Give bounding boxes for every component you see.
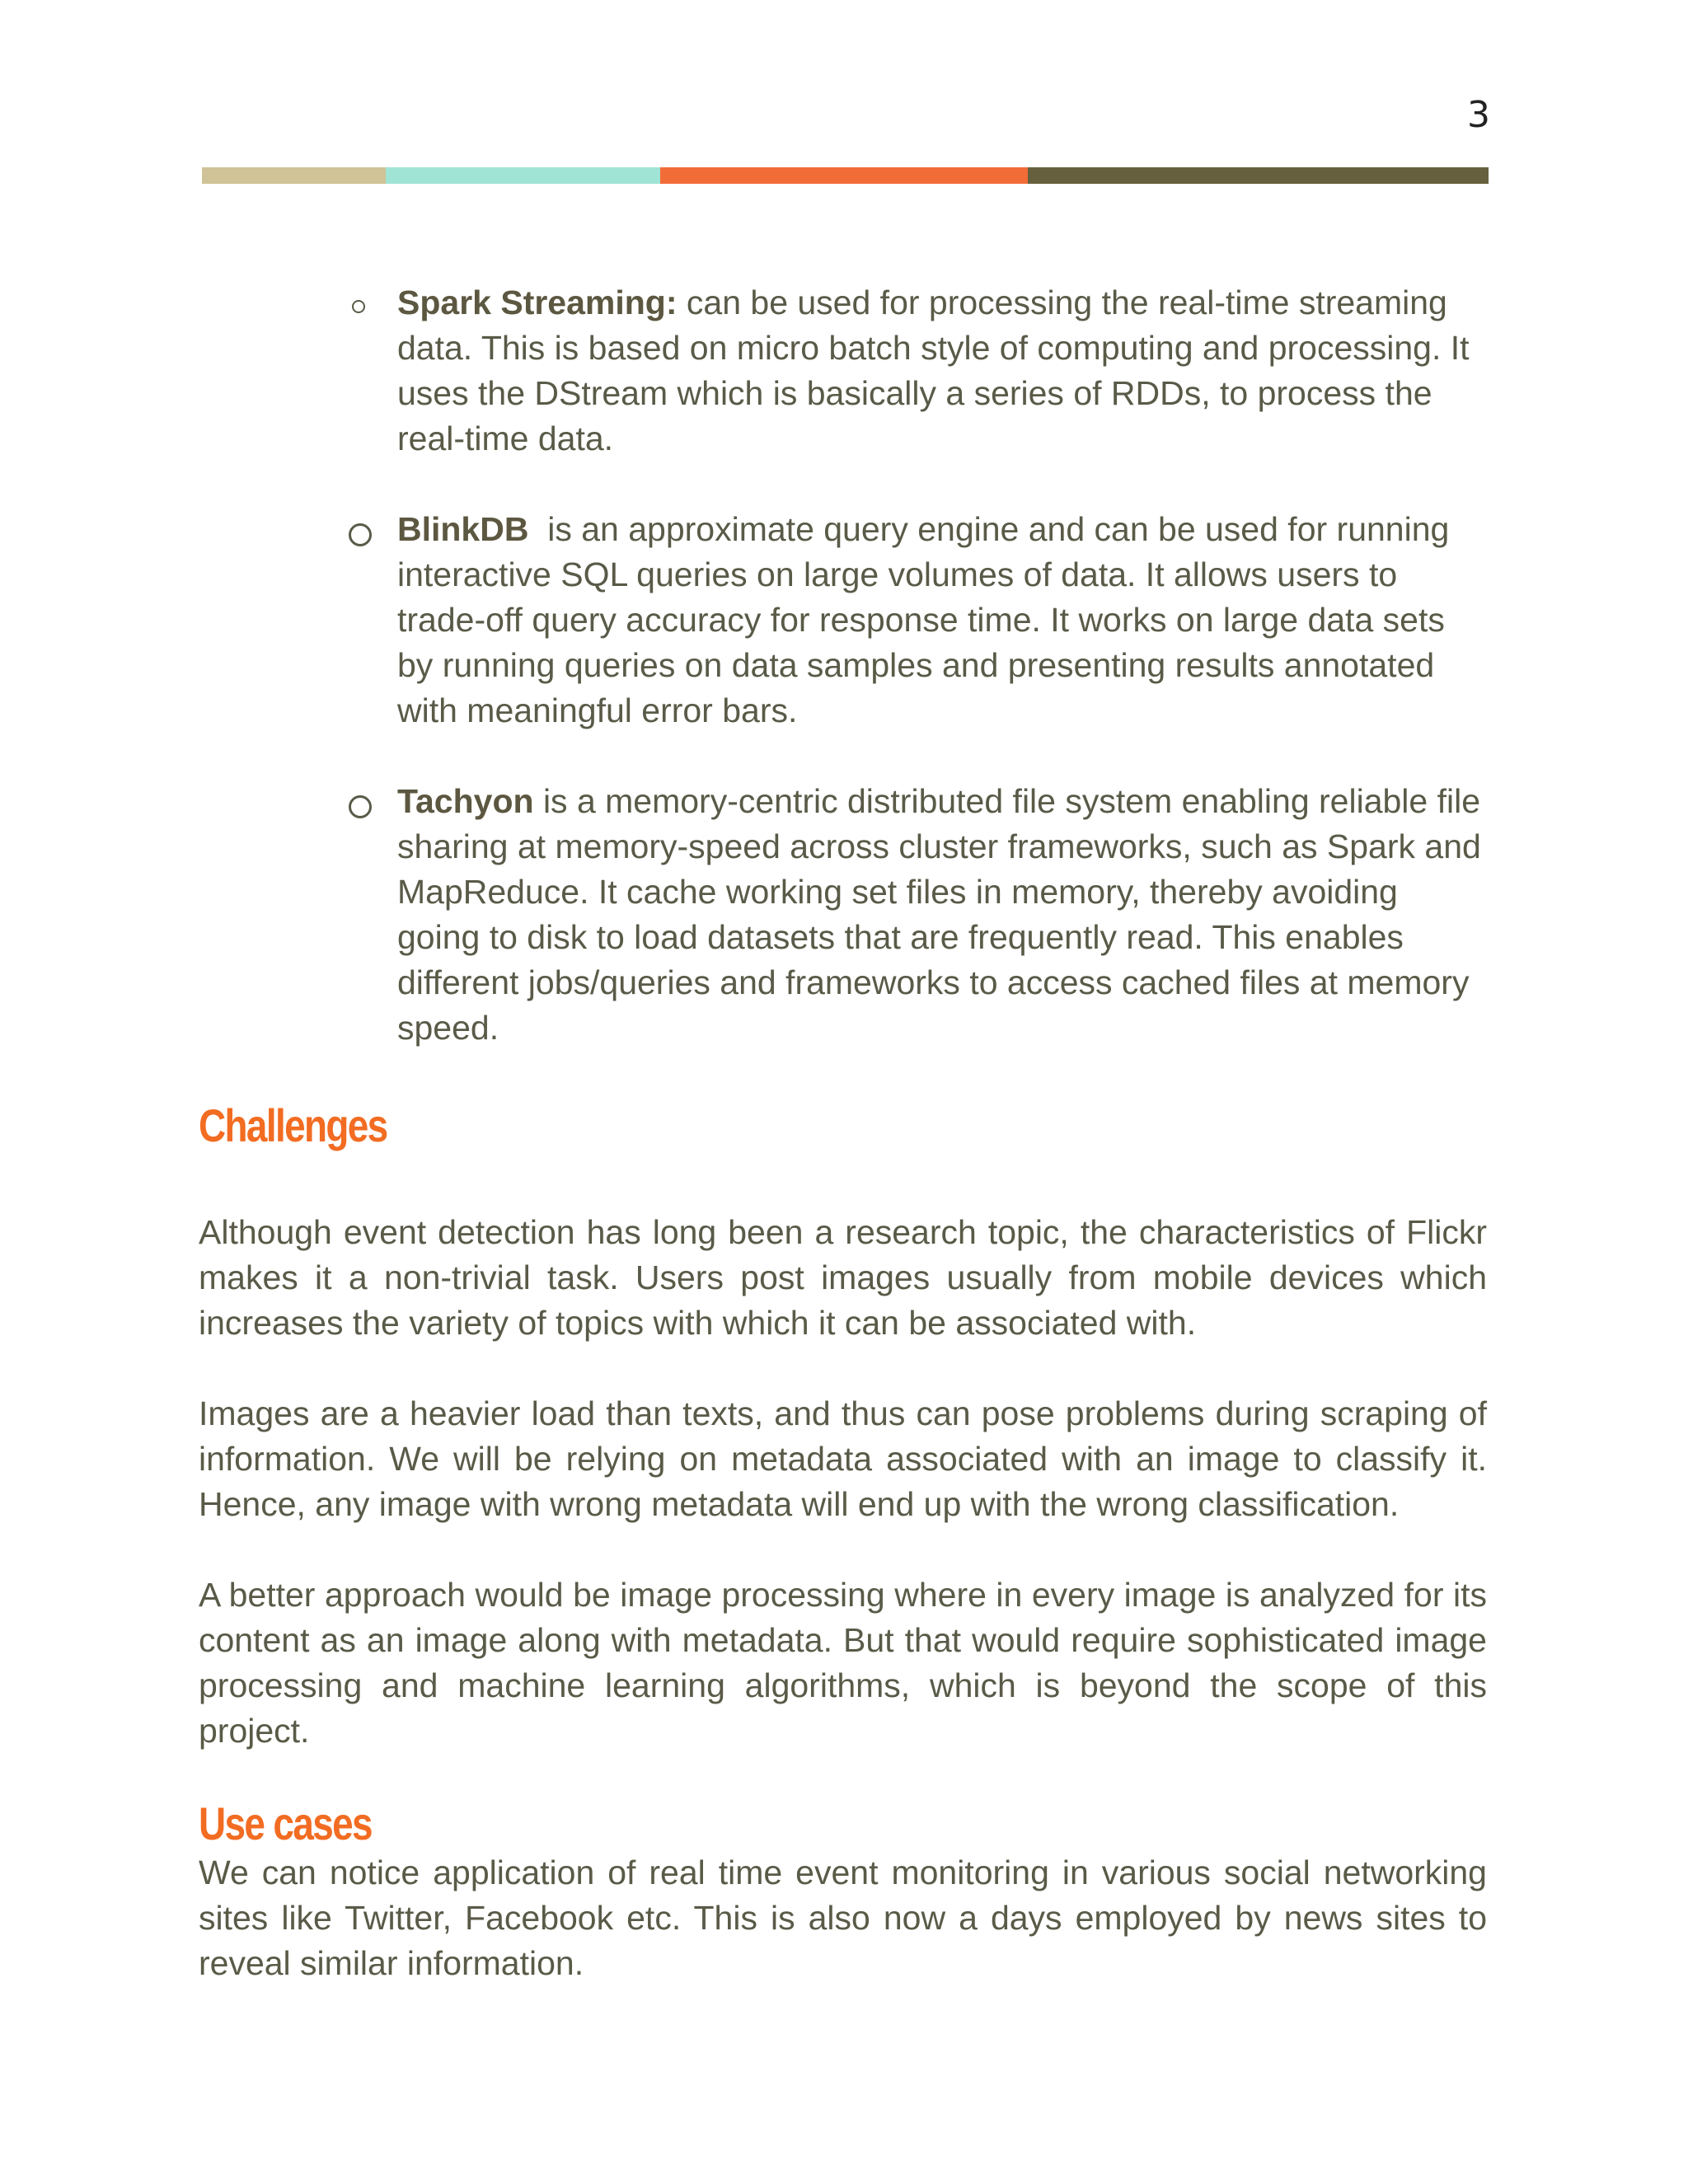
description-spark-streaming: can be used for processing the real-time streaming data. This is based on micro batch style of computing and processing. It uses the DStream which is basically a series of RDDs, to process the real-time data. bbox=[397, 284, 1470, 457]
challenges-paragraph-3: A better approach would be image processing where in every image is analyzed for its content as an image along with metadata. But that would require sophisticated image processing and machine learning algorithms, which is beyond the scope of this project. bbox=[199, 1576, 1487, 1750]
heading-use-cases: Use cases bbox=[199, 1797, 372, 1849]
page-number: 3 bbox=[1467, 94, 1490, 136]
list-item-tachyon bbox=[199, 779, 1487, 1051]
challenges-paragraph-1: Although event detection has long been a research topic, the characteristics of Flickr makes it a non-trivial task. Users post images usually from mobile devices which increases the variety of topics with which it can be associated with. bbox=[199, 1213, 1487, 1342]
use-cases-paragraph: We can notice application of real time event monitoring in various social networking sites like Twitter, Facebook etc. This is also now a days employed by news sites to reveal similar information. bbox=[199, 1854, 1487, 1982]
color-bar-segment-olive bbox=[1028, 167, 1489, 184]
challenges-paragraph-2: Images are a heavier load than texts, and thus can pose problems during scraping of information. We will be relying on metadata associated with an image to classify it. Hence, any image with wrong metadata will end up with the wrong classification. bbox=[199, 1394, 1487, 1523]
color-bar-segment-orange bbox=[660, 167, 1028, 184]
heading-challenges: Challenges bbox=[199, 1099, 387, 1151]
color-bar-segment-aqua bbox=[386, 167, 660, 184]
description-blinkdb: is an approximate query engine and can be used for running interactive SQL queries on large volumes of data. It allows users to trade-off query accuracy for response time. It works on large data sets by running queries on data samples and presenting results annotated with meaningful error bars. bbox=[397, 510, 1459, 729]
list-item-spark-streaming bbox=[199, 280, 1487, 462]
term-spark-streaming: Spark Streaming: bbox=[397, 284, 678, 321]
term-tachyon: Tachyon bbox=[397, 782, 534, 820]
hollow-bullet-icon bbox=[352, 300, 365, 313]
component-list bbox=[199, 280, 1487, 1051]
hollow-bullet-icon bbox=[349, 523, 372, 546]
term-blinkdb: BlinkDB bbox=[397, 510, 529, 548]
description-tachyon: is a memory-centric distributed file system enabling reliable file sharing at memory-speed across cluster frameworks, such as Spark and MapReduce. It cache working set files in memory, thereby avoiding going to disk to load datasets that are frequently read. This enables different jobs/queries and frameworks to access cached files at memory speed. bbox=[397, 782, 1481, 1047]
header-color-bar bbox=[202, 167, 1489, 184]
page-content bbox=[199, 280, 1487, 1986]
color-bar-segment-tan bbox=[202, 167, 386, 184]
hollow-bullet-icon bbox=[349, 795, 372, 818]
list-item-blinkdb bbox=[199, 507, 1487, 733]
